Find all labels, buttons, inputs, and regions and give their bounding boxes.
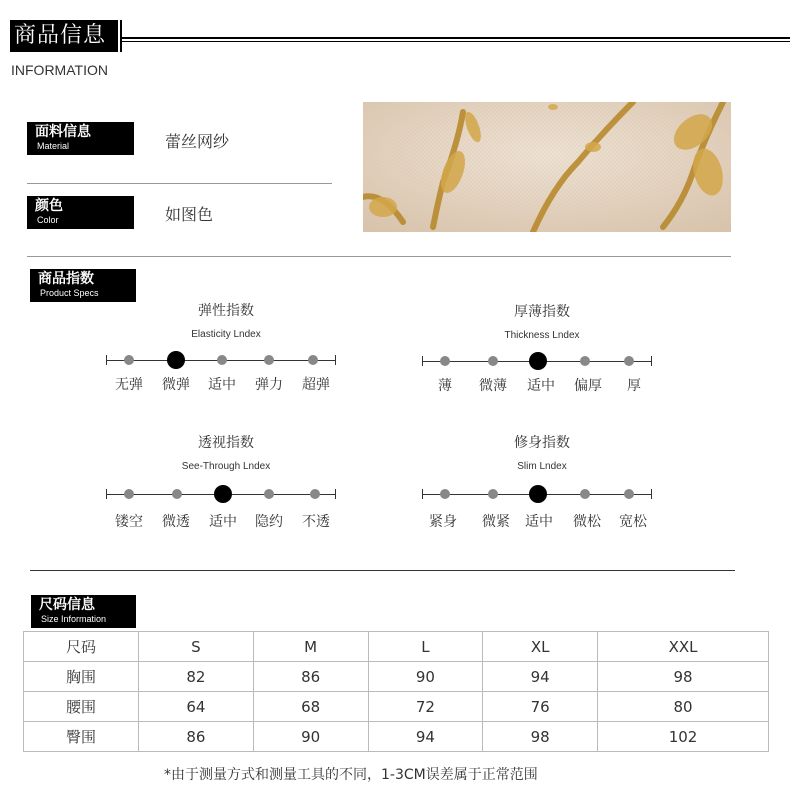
table-row [24,722,769,752]
spec-option-label: 微松 [573,514,601,530]
spec-track-cap [651,356,652,366]
spec-dot [624,489,634,499]
table-cell: 80 [598,692,769,722]
spec-dot [488,489,498,499]
spec-title: 弹性指数 [198,303,254,319]
spec-track-cap [422,489,423,499]
material-value: 蕾丝网纱 [165,132,230,151]
spec-title: 透视指数 [198,435,254,451]
table-cell: 98 [598,662,769,692]
spec-dot [264,489,274,499]
table-cell: 82 [139,662,254,692]
spec-dot [580,489,590,499]
color-label: 颜色 [35,198,63,214]
spec-track-cap [651,489,652,499]
header-divider [122,37,790,39]
spec-dot [264,355,274,365]
table-cell: 94 [483,662,598,692]
table-cell: 86 [253,662,368,692]
table-header-cell: XL [483,632,598,662]
spec-track-cap [106,489,107,499]
material-tag [27,122,134,155]
fabric-photo [363,102,731,232]
table-cell: 72 [368,692,483,722]
spec-subtitle: Thickness Lndex [504,330,580,341]
spec-track-cap [106,355,107,365]
spec-title: 厚薄指数 [514,304,570,320]
spec-option-label: 微紧 [482,514,510,530]
spec-dot [580,356,590,366]
spec-dot [624,356,634,366]
table-cell: 90 [368,662,483,692]
table-cell: 64 [139,692,254,722]
spec-title: 修身指数 [514,435,570,451]
color-value: 如图色 [165,205,214,224]
info-divider [27,183,332,184]
measurement-note: *由于测量方式和测量工具的不同，1-3CM误差属于正常范围 [164,767,538,783]
spec-option-label: 宽松 [619,514,647,530]
spec-dot-selected [167,351,185,369]
spec-option-label: 无弹 [115,377,143,393]
spec-dot-selected [529,485,547,503]
spec-option-label: 超弹 [302,377,330,393]
spec-option-label: 厚 [627,378,641,394]
size-tag [31,595,136,628]
spec-option-label: 紧身 [429,514,457,530]
spec-dot [217,355,227,365]
table-header-cell: L [368,632,483,662]
table-cell: 腰围 [24,692,139,722]
spec-dot [308,355,318,365]
spec-option-label: 适中 [209,514,237,530]
spec-option-label: 适中 [527,378,555,394]
table-cell: 76 [483,692,598,722]
spec-dot-selected [214,485,232,503]
spec-option-label: 微弹 [162,377,190,393]
color-label-en: Color [37,215,59,225]
spec-option-label: 适中 [208,377,236,393]
table-row [24,692,769,722]
spec-option-label: 不透 [302,514,330,530]
spec-option-label: 微透 [162,514,190,530]
spec-option-label: 适中 [525,514,553,530]
spec-track-cap [422,356,423,366]
spec-option-label: 薄 [438,378,452,394]
specs-label: 商品指数 [38,271,94,287]
table-cell: 68 [253,692,368,722]
table-cell: 胸围 [24,662,139,692]
color-tag [27,196,134,229]
table-cell: 102 [598,722,769,752]
spec-subtitle: Elasticity Lndex [191,329,261,340]
material-label-en: Material [37,141,70,151]
spec-option-label: 弹力 [255,377,283,393]
size-label-en: Size Information [41,614,107,624]
spec-dot [124,355,134,365]
spec-dot-selected [529,352,547,370]
spec-option-label: 偏厚 [574,378,602,394]
table-header-cell: S [139,632,254,662]
section-divider [27,256,731,257]
spec-subtitle: See-Through Lndex [181,461,271,472]
table-header-cell: M [253,632,368,662]
spec-dot [488,356,498,366]
table-cell: 臀围 [24,722,139,752]
size-label: 尺码信息 [39,597,95,613]
specs-label-en: Product Specs [40,288,99,298]
spec-dot [172,489,182,499]
spec-dot [310,489,320,499]
table-header-cell: XXL [598,632,769,662]
spec-option-label: 微薄 [479,378,507,394]
spec-dot [440,489,450,499]
table-header-cell: 尺码 [24,632,139,662]
page-subtitle: INFORMATION [11,62,108,78]
spec-subtitle: Slim Lndex [517,461,567,472]
specs-tag [30,269,136,302]
table-header-row [24,632,769,662]
spec-option-label: 隐约 [255,514,283,530]
spec-track-cap [335,355,336,365]
spec-option-label: 镂空 [115,514,143,530]
page-title: 商品信息 [10,20,118,52]
table-cell: 90 [253,722,368,752]
table-cell: 94 [368,722,483,752]
material-label: 面料信息 [35,124,91,140]
spec-dot [440,356,450,366]
header-divider-thin [122,41,790,42]
table-cell: 98 [483,722,598,752]
section-divider [30,570,735,571]
spec-track-cap [335,489,336,499]
spec-dot [124,489,134,499]
table-cell: 86 [139,722,254,752]
size-table [23,631,769,752]
table-row [24,662,769,692]
